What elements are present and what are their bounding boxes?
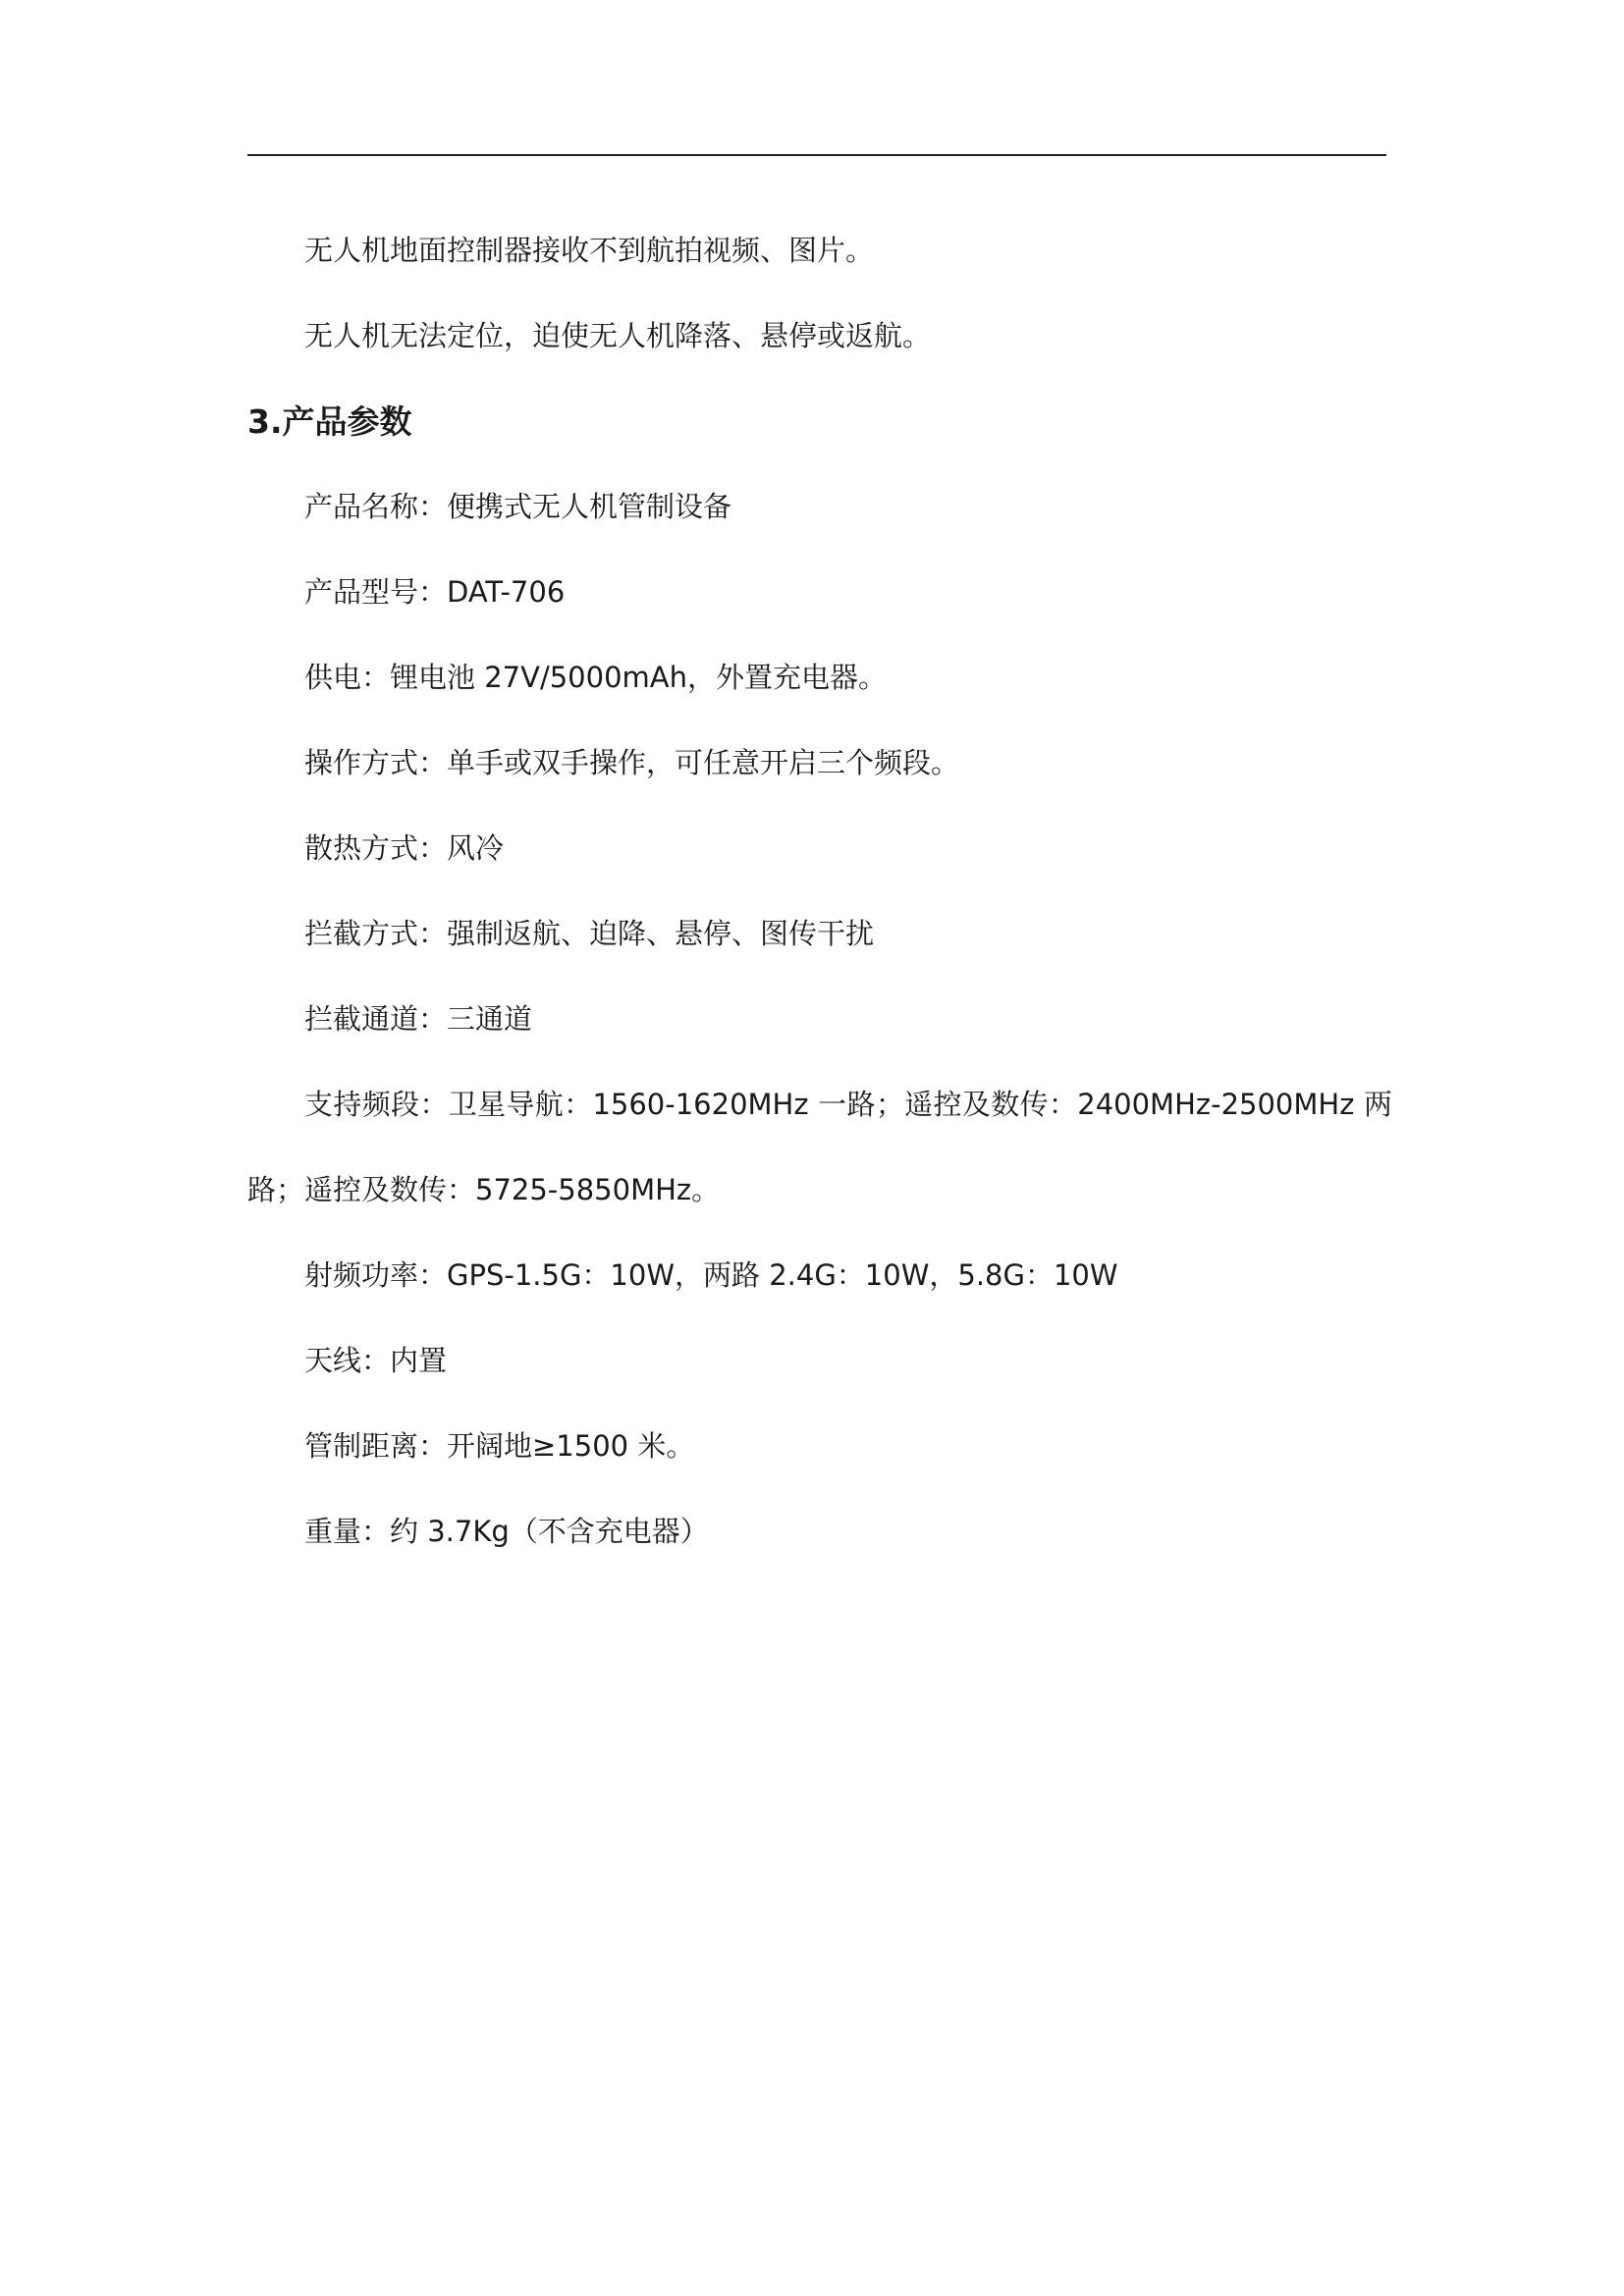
param-line: 射频功率：GPS-1.5G：10W，两路 2.4G：10W，5.8G：10W [304,1258,1118,1292]
param-line: 拦截方式：强制返航、迫降、悬停、图传干扰 [304,917,875,950]
section-number: 3. [247,402,283,441]
param-line: 拦截通道：三通道 [304,1002,533,1036]
section-heading [247,379,1392,464]
intro-line: 无人机地面控制器接收不到航拍视频、图片。 [304,234,875,267]
param-line: 供电：锂电池 27V/5000mAh，外置充电器。 [304,661,887,694]
section-title: 产品参数 [282,402,412,441]
param-line: 产品型号：DAT-706 [304,575,566,609]
page-content [247,208,1392,1575]
param-line: 天线：内置 [304,1344,448,1377]
param-line: 管制距离：开阔地≥1500 米。 [304,1429,695,1463]
param-line: 支持频段：卫星导航：1560-1620MHz 一路；遥控及数传：2400MHz-2500MHz 两路；遥控及数传：5725-5850MHz。 [247,1088,1392,1206]
header-rule [247,154,1386,156]
param-line: 重量：约 3.7Kg（不含充电器） [304,1515,709,1548]
param-line: 散热方式：风冷 [304,831,505,865]
param-line: 产品名称：便携式无人机管制设备 [304,490,732,523]
param-line: 操作方式：单手或双手操作，可任意开启三个频段。 [304,746,960,779]
intro-line: 无人机无法定位，迫使无人机降落、悬停或返航。 [304,319,932,352]
